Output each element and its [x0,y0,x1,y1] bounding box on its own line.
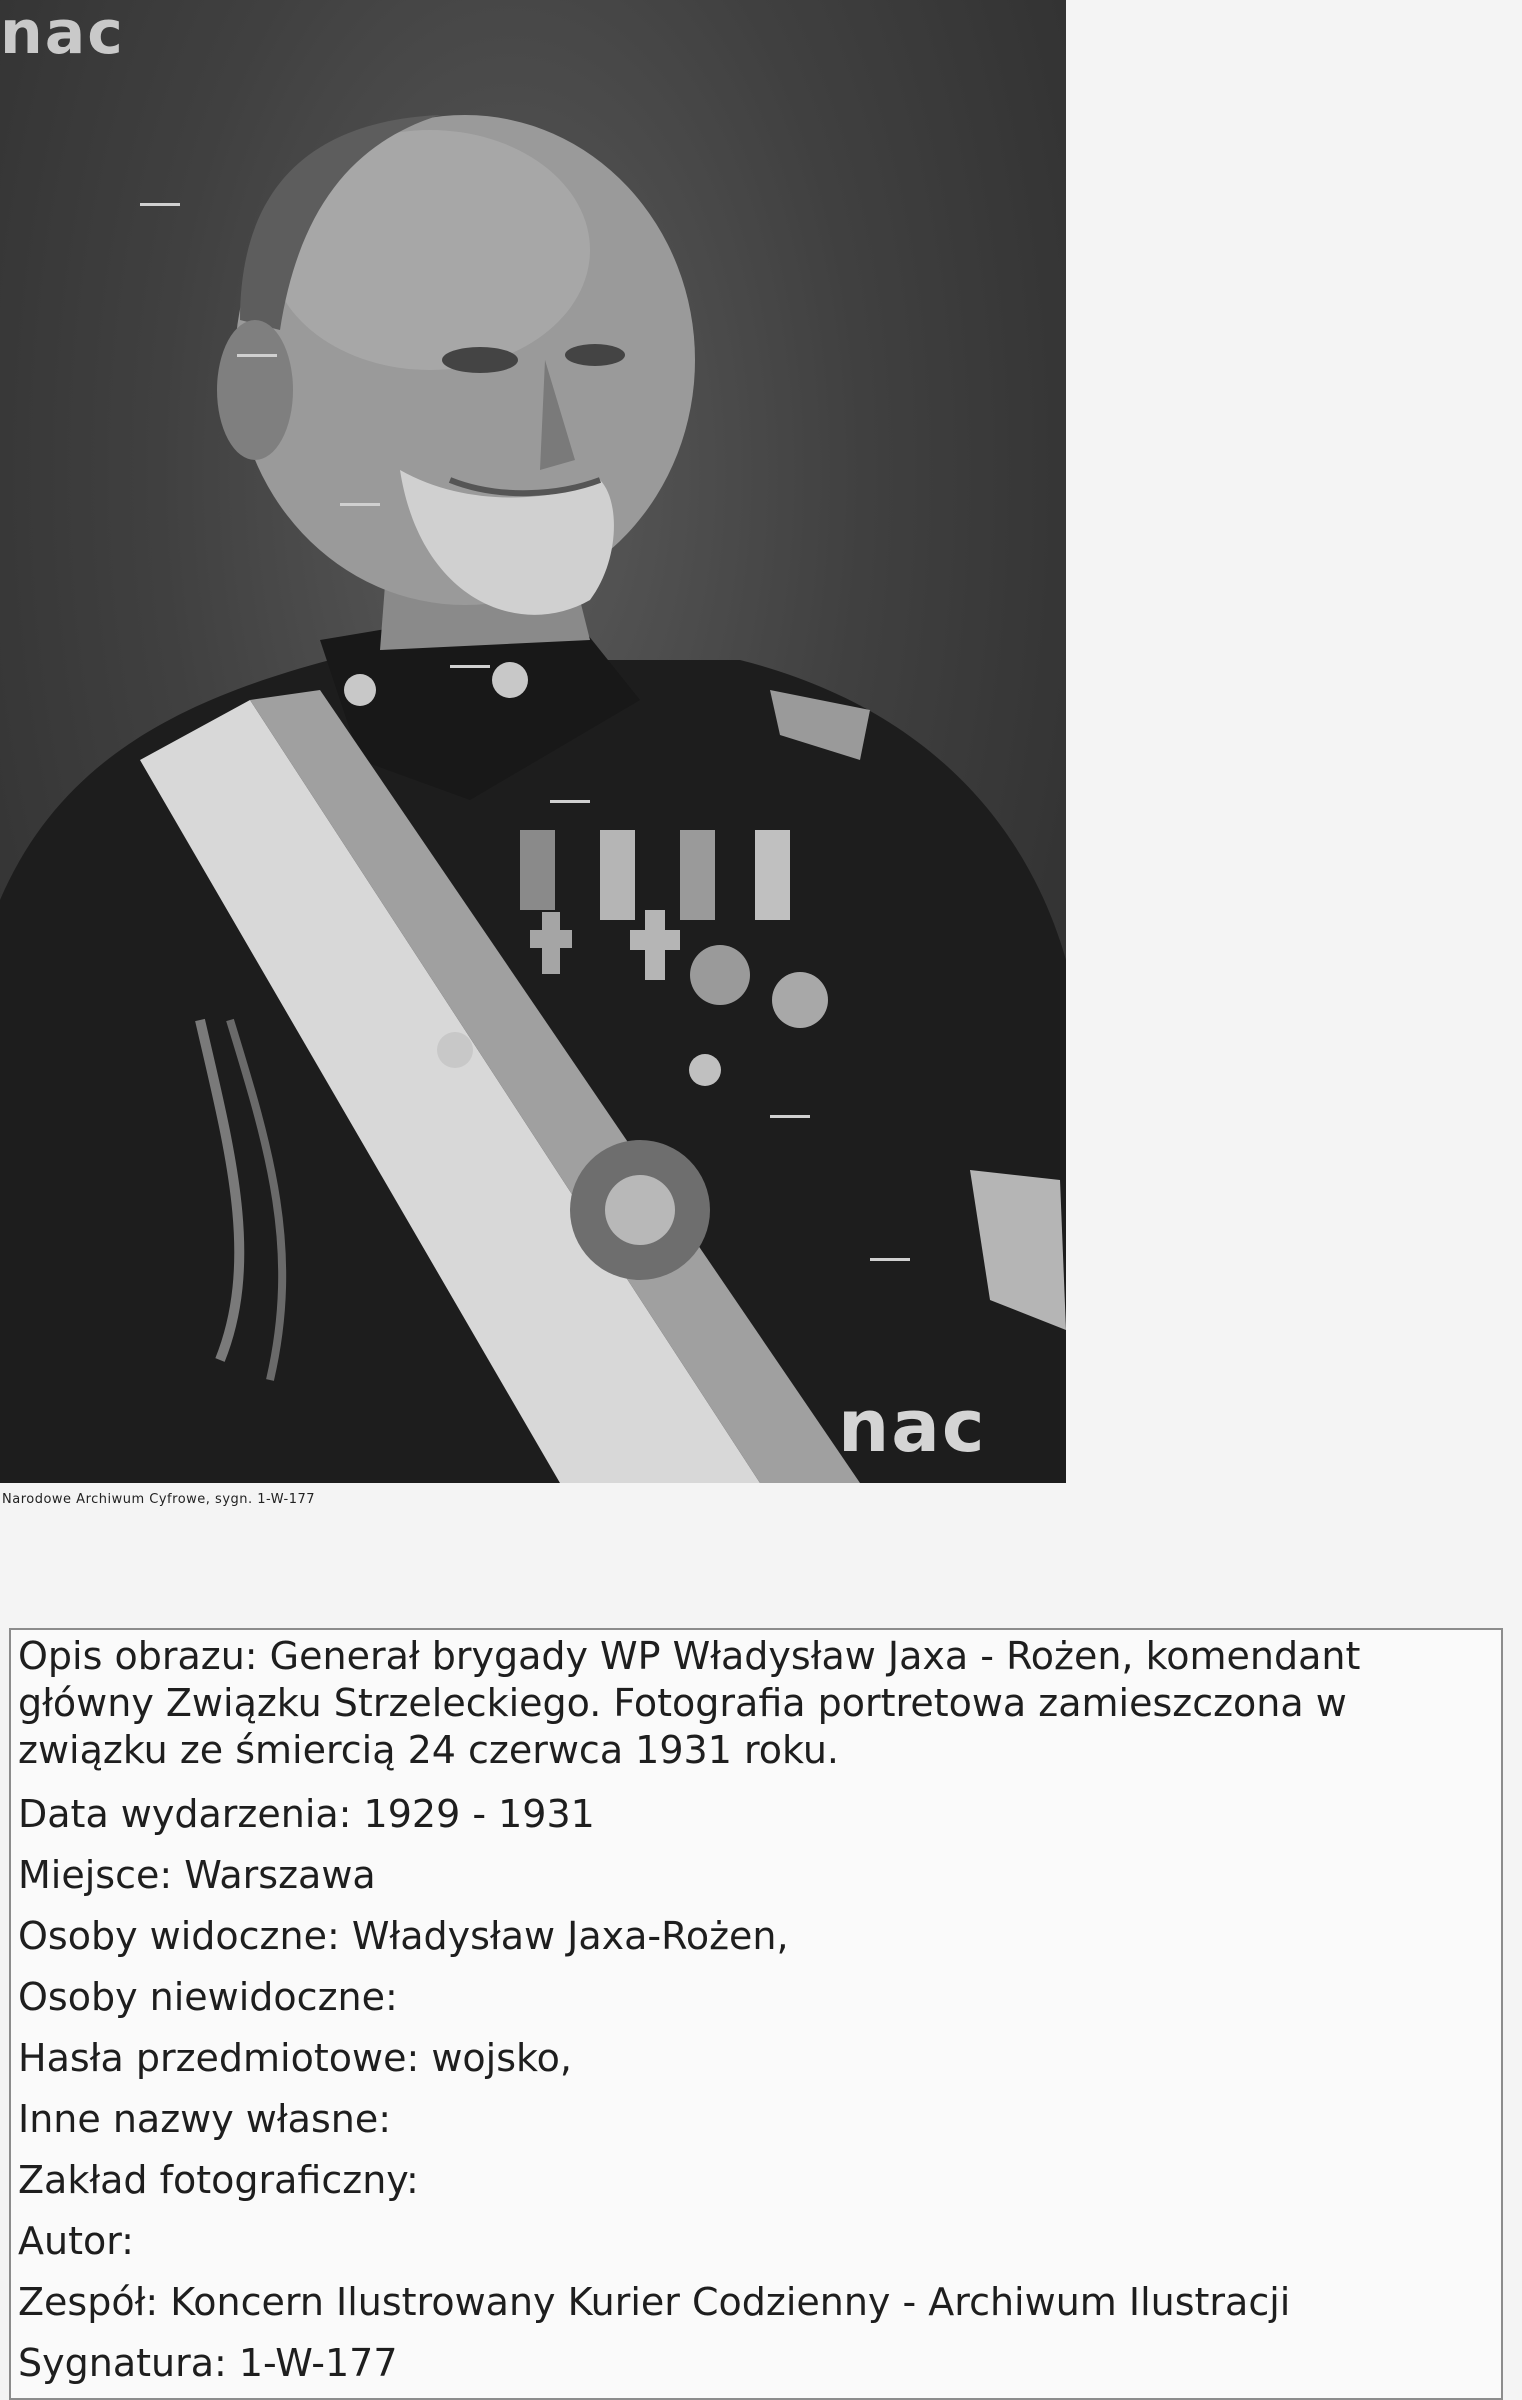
field-photo-studio: Zakład fotograficzny: [18,2158,419,2202]
photo-caption: Narodowe Archiwum Cyfrowe, sygn. 1-W-177 [2,1492,316,1507]
field-subject-keywords: Hasła przedmiotowe: wojsko, [18,2036,572,2080]
nac-logo-bottom: nac [838,1384,987,1468]
field-signature: Sygnatura: 1-W-177 [18,2341,398,2385]
field-place: Miejsce: Warszawa [18,1853,376,1897]
portrait-illustration [0,0,1066,1483]
field-collection: Zespół: Koncern Ilustrowany Kurier Codzienny - Archiwum Ilustracji [18,2280,1291,2324]
field-other-names: Inne nazwy własne: [18,2097,392,2141]
description-line: główny Związku Strzeleckiego. Fotografia portretowa zamieszczona w [18,1681,1347,1725]
field-event-date: Data wydarzenia: 1929 - 1931 [18,1792,595,1836]
portrait-photo [0,0,1066,1483]
description-line: Opis obrazu: Generał brygady WP Władysław Jaxa - Rożen, komendant [18,1634,1361,1678]
field-invisible-people: Osoby niewidoczne: [18,1975,398,2019]
nac-logo-top: nac [0,0,125,68]
photo-metadata-box [9,1628,1503,2400]
description-line: związku ze śmiercią 24 czerwca 1931 roku. [18,1728,840,1772]
field-author: Autor: [18,2219,134,2263]
description [18,1633,1501,1774]
field-visible-people: Osoby widoczne: Władysław Jaxa-Rożen, [18,1914,789,1958]
